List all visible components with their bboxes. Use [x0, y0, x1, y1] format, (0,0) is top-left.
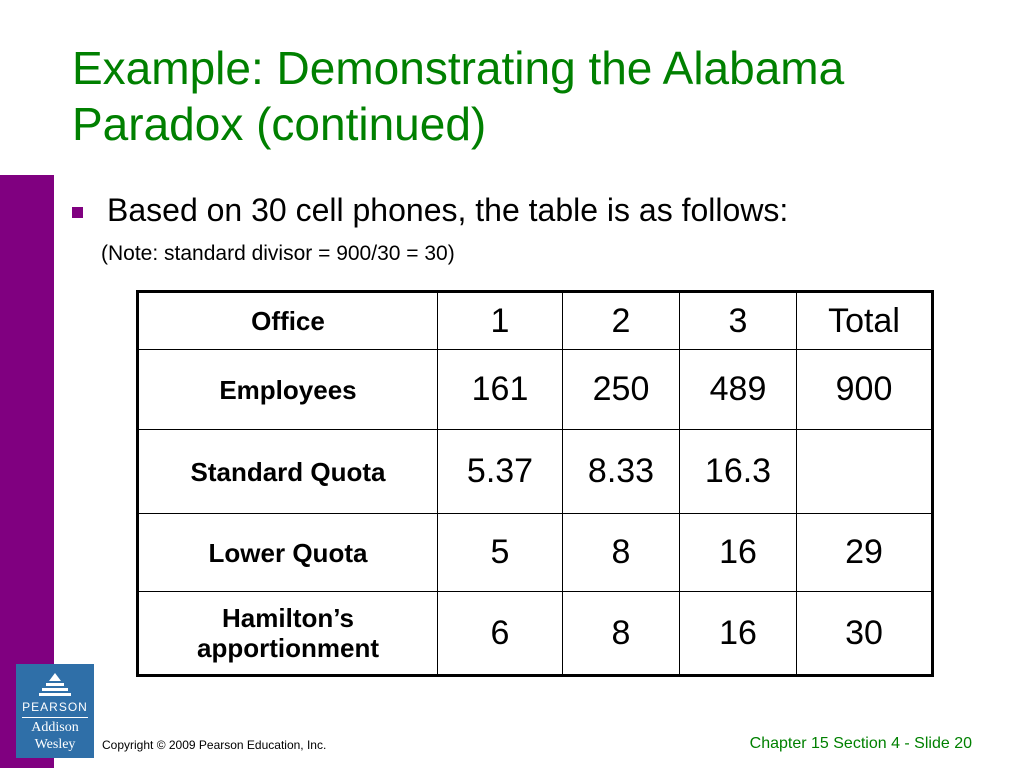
table-cell: 16.3	[680, 430, 797, 514]
table-cell: 161	[438, 350, 563, 430]
table-cell: 8.33	[563, 430, 680, 514]
logo-wesley-text: Wesley	[34, 737, 76, 752]
divisor-note: (Note: standard divisor = 900/30 = 30)	[101, 242, 455, 265]
table-cell: 5	[438, 514, 563, 592]
row-label: Standard Quota	[138, 430, 438, 514]
table-cell: 250	[563, 350, 680, 430]
table-cell: 29	[797, 514, 933, 592]
copyright-text: Copyright © 2009 Pearson Education, Inc.	[102, 738, 327, 752]
slide-reference: Chapter 15 Section 4 - Slide 20	[749, 735, 972, 752]
table-cell: Total	[797, 292, 933, 350]
slide-title: Example: Demonstrating the Alabama Paradox (continued)	[72, 42, 845, 150]
table-row	[138, 592, 933, 676]
pearson-mark-icon	[38, 672, 72, 698]
bullet-item	[72, 190, 788, 230]
apportionment-table	[136, 290, 934, 677]
table-cell	[797, 430, 933, 514]
table-cell: 489	[680, 350, 797, 430]
table-cell: 6	[438, 592, 563, 676]
table-row	[138, 430, 933, 514]
table-cell: 8	[563, 592, 680, 676]
bullet-text: Based on 30 cell phones, the table is as follows:	[107, 192, 789, 228]
table-cell: 1	[438, 292, 563, 350]
logo-divider	[22, 717, 88, 718]
table-row	[138, 292, 933, 350]
square-bullet-icon	[72, 207, 83, 218]
table-cell: 16	[680, 592, 797, 676]
row-label: Lower Quota	[138, 514, 438, 592]
row-label: Office	[138, 292, 438, 350]
logo-pearson-text: PEARSON	[22, 700, 88, 714]
table-cell: 2	[563, 292, 680, 350]
table-cell: 8	[563, 514, 680, 592]
table-cell: 30	[797, 592, 933, 676]
table-cell: 16	[680, 514, 797, 592]
row-label: Employees	[138, 350, 438, 430]
table-cell: 900	[797, 350, 933, 430]
table-cell: 5.37	[438, 430, 563, 514]
row-label: Hamilton’s apportionment	[138, 592, 438, 676]
table-row	[138, 514, 933, 592]
logo-addison-text: Addison	[31, 720, 79, 735]
pearson-addison-wesley-logo	[16, 664, 94, 758]
table-cell: 3	[680, 292, 797, 350]
table-row	[138, 350, 933, 430]
